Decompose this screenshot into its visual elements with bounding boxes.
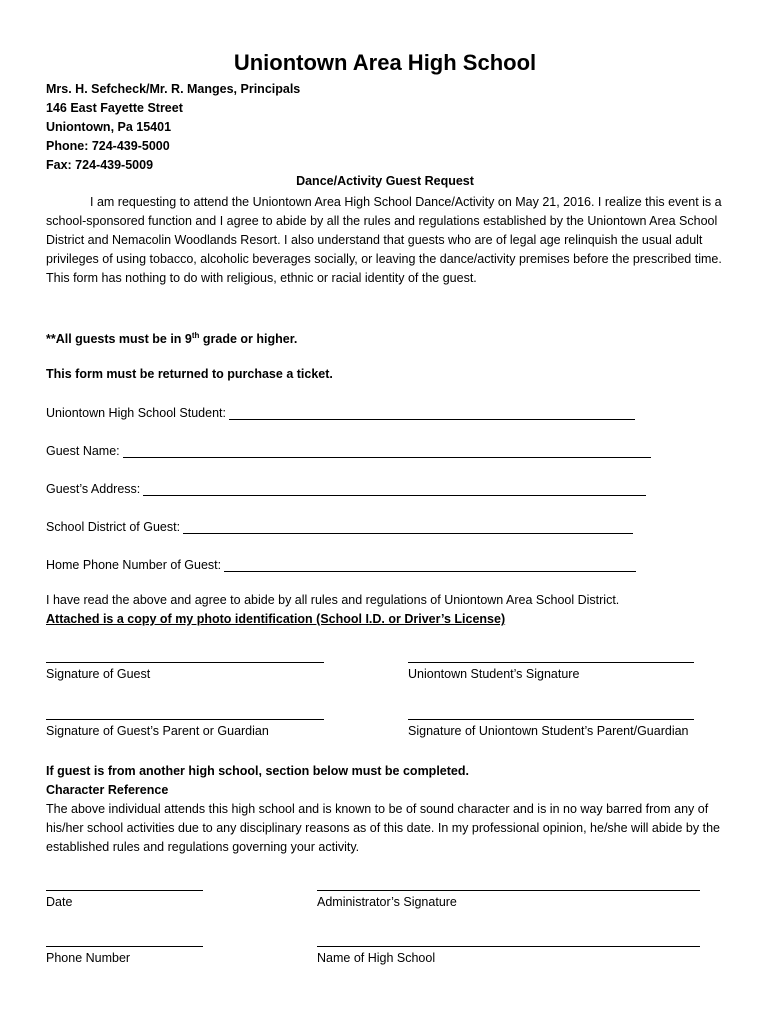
character-reference-heading: Character Reference [46,783,169,797]
guest-address-line[interactable] [143,481,646,496]
reference-paragraph: The above individual attends this high school and is known to be of sound character and is in no way barred from any of his/her school activities due to any disciplinary reasons as of this date. In my professional opinion, he/she will abide by the established rules and regulations governing your activity. [46,802,720,854]
date-label: Date [46,895,73,909]
phone-number-label: Phone Number [46,951,131,965]
guest-address-label: Guest’s Address: [46,482,141,496]
agreement-text: I have read the above and agree to abide by all rules and regulations of Uniontown Area School District. [46,593,620,607]
guest-phone-label: Home Phone Number of Guest: [46,558,222,572]
guest-phone-line[interactable] [224,557,636,572]
attached-id-note: Attached is a copy of my photo identification (School I.D. or Driver’s License) [46,612,506,626]
guest-phone-field[interactable] [46,552,636,572]
page-title: Uniontown Area High School [233,50,537,75]
grade-note: **All guests must be in 9th grade or higher. [46,331,298,347]
student-field[interactable] [46,400,635,420]
guest-district-label: School District of Guest: [46,520,181,534]
phone-number-line[interactable] [46,946,203,947]
student-parent-signature-line[interactable] [408,719,694,720]
reference-heading: If guest is from another high school, section below must be completed. [46,764,469,778]
guest-district-field[interactable] [46,514,633,534]
intro-text: I am requesting to attend the Uniontown Area High School Dance/Activity on May 21, 2016. I realize this event is a school-sponsored function and I agree to abide by all the rules and regulations established by the Uniontown Area School District and Nemacolin Woodlands Resort. I also understand that guests who are of legal age relinquish the usual adult privileges of using tobacco, alcoholic beverages socially, or leaving the dance/activity premises before the prescribed time. This form has nothing to do with religious, ethnic or racial identity of the guest. [46,195,722,285]
guest-name-field[interactable] [46,438,651,458]
principals-line: Mrs. H. Sefcheck/Mr. R. Manges, Principals [46,82,301,96]
fax-number: Fax: 724-439-5009 [46,158,154,172]
form-title: Dance/Activity Guest Request [296,174,474,188]
street-address: 146 East Fayette Street [46,101,183,115]
school-name-line[interactable] [317,946,700,947]
student-parent-signature-label: Signature of Uniontown Student’s Parent/Guardian [408,724,689,738]
guest-address-field[interactable] [46,476,646,496]
guest-name-label: Guest Name: [46,444,120,458]
guest-signature-label: Signature of Guest [46,667,151,681]
guest-district-line[interactable] [183,519,633,534]
phone-number: Phone: 724-439-5000 [46,139,170,153]
student-signature-label: Uniontown Student’s Signature [408,667,580,681]
date-line[interactable] [46,890,203,891]
intro-paragraph [46,193,736,288]
student-signature-line[interactable] [408,662,694,663]
admin-signature-line[interactable] [317,890,700,891]
school-name-label: Name of High School [317,951,436,965]
guest-parent-signature-label: Signature of Guest’s Parent or Guardian [46,724,269,738]
guest-signature-line[interactable] [46,662,324,663]
student-field-line[interactable] [229,405,635,420]
city-state-zip: Uniontown, Pa 15401 [46,120,172,134]
student-field-label: Uniontown High School Student: [46,406,226,420]
return-note: This form must be returned to purchase a ticket. [46,367,333,381]
guest-parent-signature-line[interactable] [46,719,324,720]
admin-signature-label: Administrator’s Signature [317,895,457,909]
guest-name-line[interactable] [123,443,651,458]
